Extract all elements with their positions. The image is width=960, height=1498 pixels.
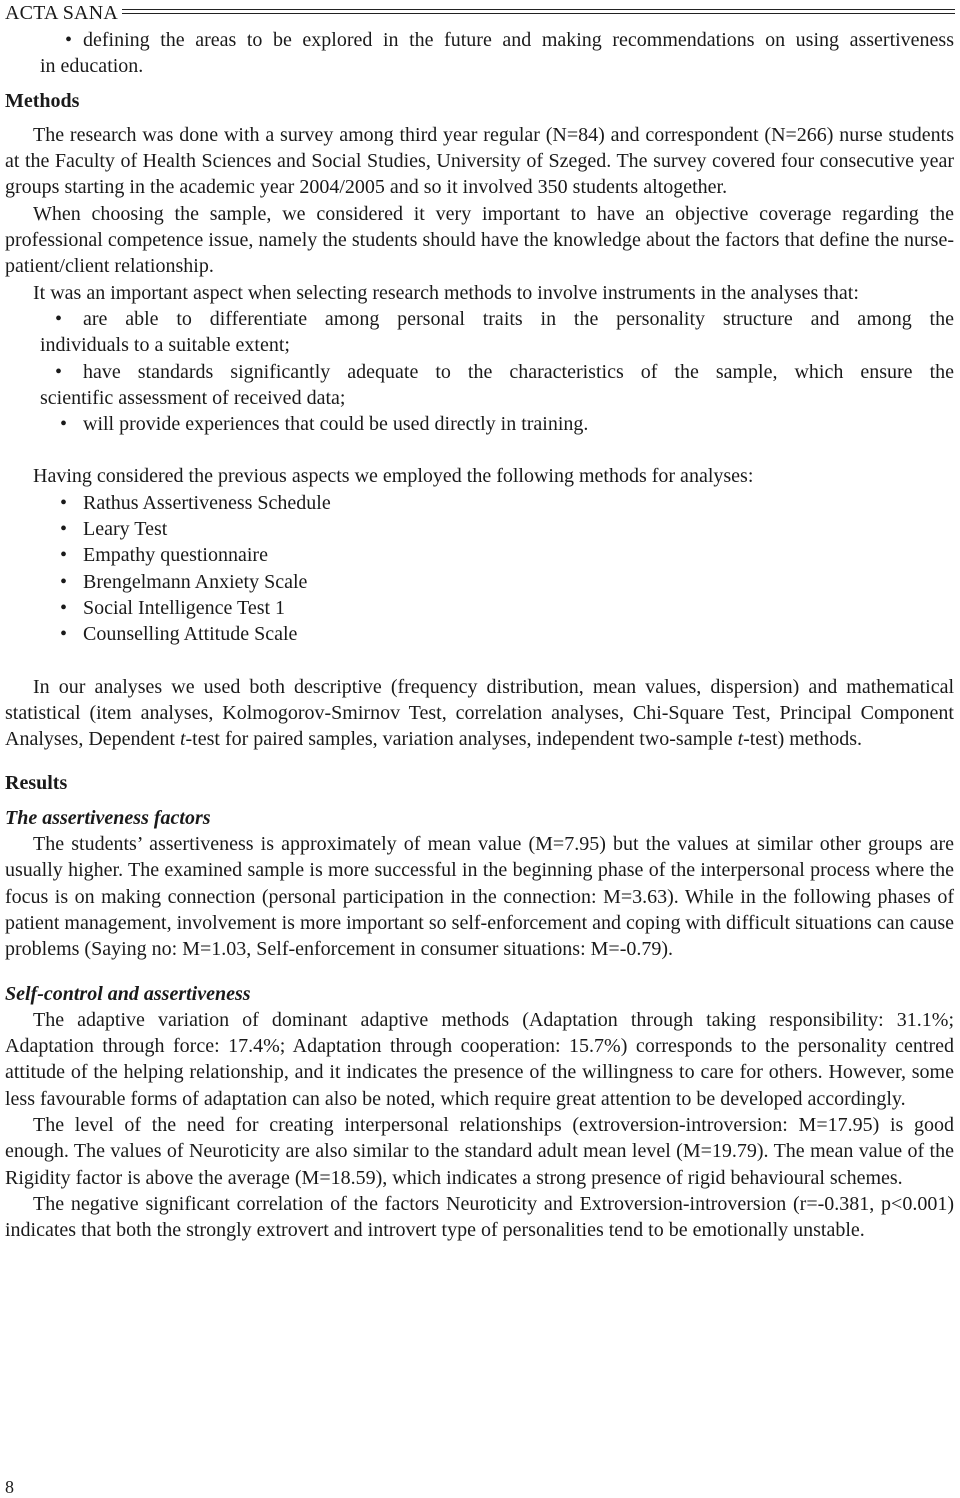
instrument-item: • Brengelmann Anxiety Scale [5, 569, 954, 595]
p5-text-c: -test) methods. [743, 728, 863, 751]
p5-text-a: In our analyses we used both descriptive (frequency distribution, mean values, dispersion) and mathematical statistical (item analyses, Kolmogorov-Smirnov Test, correlation analyses, Chi-Square Test, Principal Component Analyses, Dependent [5, 675, 954, 751]
criteria-item-1-line1: • are able to differentiate among personal traits in the personality structure and among the [5, 306, 954, 332]
methods-paragraph-4: Having considered the previous aspects we employed the following methods for analyses: [33, 465, 754, 488]
t-italic-1: t [179, 728, 186, 751]
criteria-item-1-line2: individuals to a suitable extent; [40, 334, 290, 357]
intro-bullet-line1: • defining the areas to be explored in the future and making recommendations on using assertiveness [5, 27, 954, 53]
criteria-item-2-line1: • have standards significantly adequate to the characteristics of the sample, which ensure the [5, 359, 954, 385]
methods-paragraph-5 [5, 674, 954, 753]
header-double-rule [122, 9, 955, 14]
self-control-paragraph-3: The negative significant correlation of the factors Neuroticity and Extroversion-introversion (r=-0.381, p<0.001) indicates that both the strongly extrovert and introvert type of personalities tend to be emotionally unstable. [5, 1192, 954, 1242]
t-italic-2: t [737, 728, 744, 751]
assertiveness-factors-paragraph: The students’ assertiveness is approximately of mean value (M=7.95) but the values at similar other groups are usually higher. The examined sample is more successful in the beginning phase of the interpersonal process where the focus is on making connection (personal participation in the connection: M=3.63). While in the following phases of patient management, involvement is more important so self-enforcement and coping with difficult situations can cause problems (Saying no: M=1.03, Self-enforcement in consumer situations: M=-0.79). [5, 833, 954, 961]
criteria-list [5, 306, 954, 437]
instrument-item: • Empathy questionnaire [5, 542, 954, 568]
instrument-item: • Social Intelligence Test 1 [5, 595, 954, 621]
assertiveness-factors-subheading: The assertiveness factors [5, 806, 211, 829]
results-heading: Results [5, 772, 68, 795]
methods-paragraph-3: It was an important aspect when selecting research methods to involve instruments in the analyses that: [33, 281, 859, 304]
instrument-item: • Rathus Assertiveness Schedule [5, 490, 954, 516]
criteria-item-2-line2: scientific assessment of received data; [40, 386, 346, 409]
instrument-item: • Counselling Attitude Scale [5, 621, 954, 647]
methods-paragraph-1: The research was done with a survey among third year regular (N=84) and correspondent (N=266) nurse students at the Faculty of Health Sciences and Social Studies, University of Szeged. The survey covered four consecutive year groups starting in the academic year 2004/2005 and so it involved 350 students altogether. [5, 123, 954, 199]
criteria-item-3: • will provide experiences that could be used directly in training. [5, 411, 954, 437]
p5-text-b: -test for paired samples, variation analyses, independent two-sample [185, 728, 738, 751]
instrument-item: • Leary Test [5, 516, 954, 542]
methods-heading: Methods [5, 89, 80, 112]
article-body [5, 27, 954, 1243]
intro-bullet-line2: in education. [40, 55, 144, 78]
methods-paragraph-2: When choosing the sample, we considered it very important to have an objective coverage regarding the professional competence issue, namely the students should have the knowledge about the factors that define the nurse-patient/client relationship. [5, 202, 954, 278]
journal-name: ACTA SANA [5, 2, 118, 24]
self-control-subheading: Self-control and assertiveness [5, 982, 251, 1005]
instrument-list [5, 490, 954, 648]
self-control-paragraph-2: The level of the need for creating interpersonal relationships (extroversion-introversion: M=17.95) is good enough. The values of Neuroticity are also similar to the standard adult mean level (M=19.79). The mean value of the Rigidity factor is above the average (M=18.59), which indicates a strong presence of rigid behavioural schemes. [5, 1113, 954, 1189]
page-number: 8 [5, 1477, 14, 1497]
self-control-paragraph-1: The adaptive variation of dominant adaptive methods (Adaptation through taking responsibility: 31.1%; Adaptation through force: 17.4%; Adaptation through cooperation: 15.7%) corresponds to the personality centred attitude of the helping relationship, and it indicates the presence of the willingness to care for others. However, some less favourable forms of adaptation can also be noted, which require great attention to be developed accordingly. [5, 1008, 954, 1110]
running-header [5, 0, 955, 26]
